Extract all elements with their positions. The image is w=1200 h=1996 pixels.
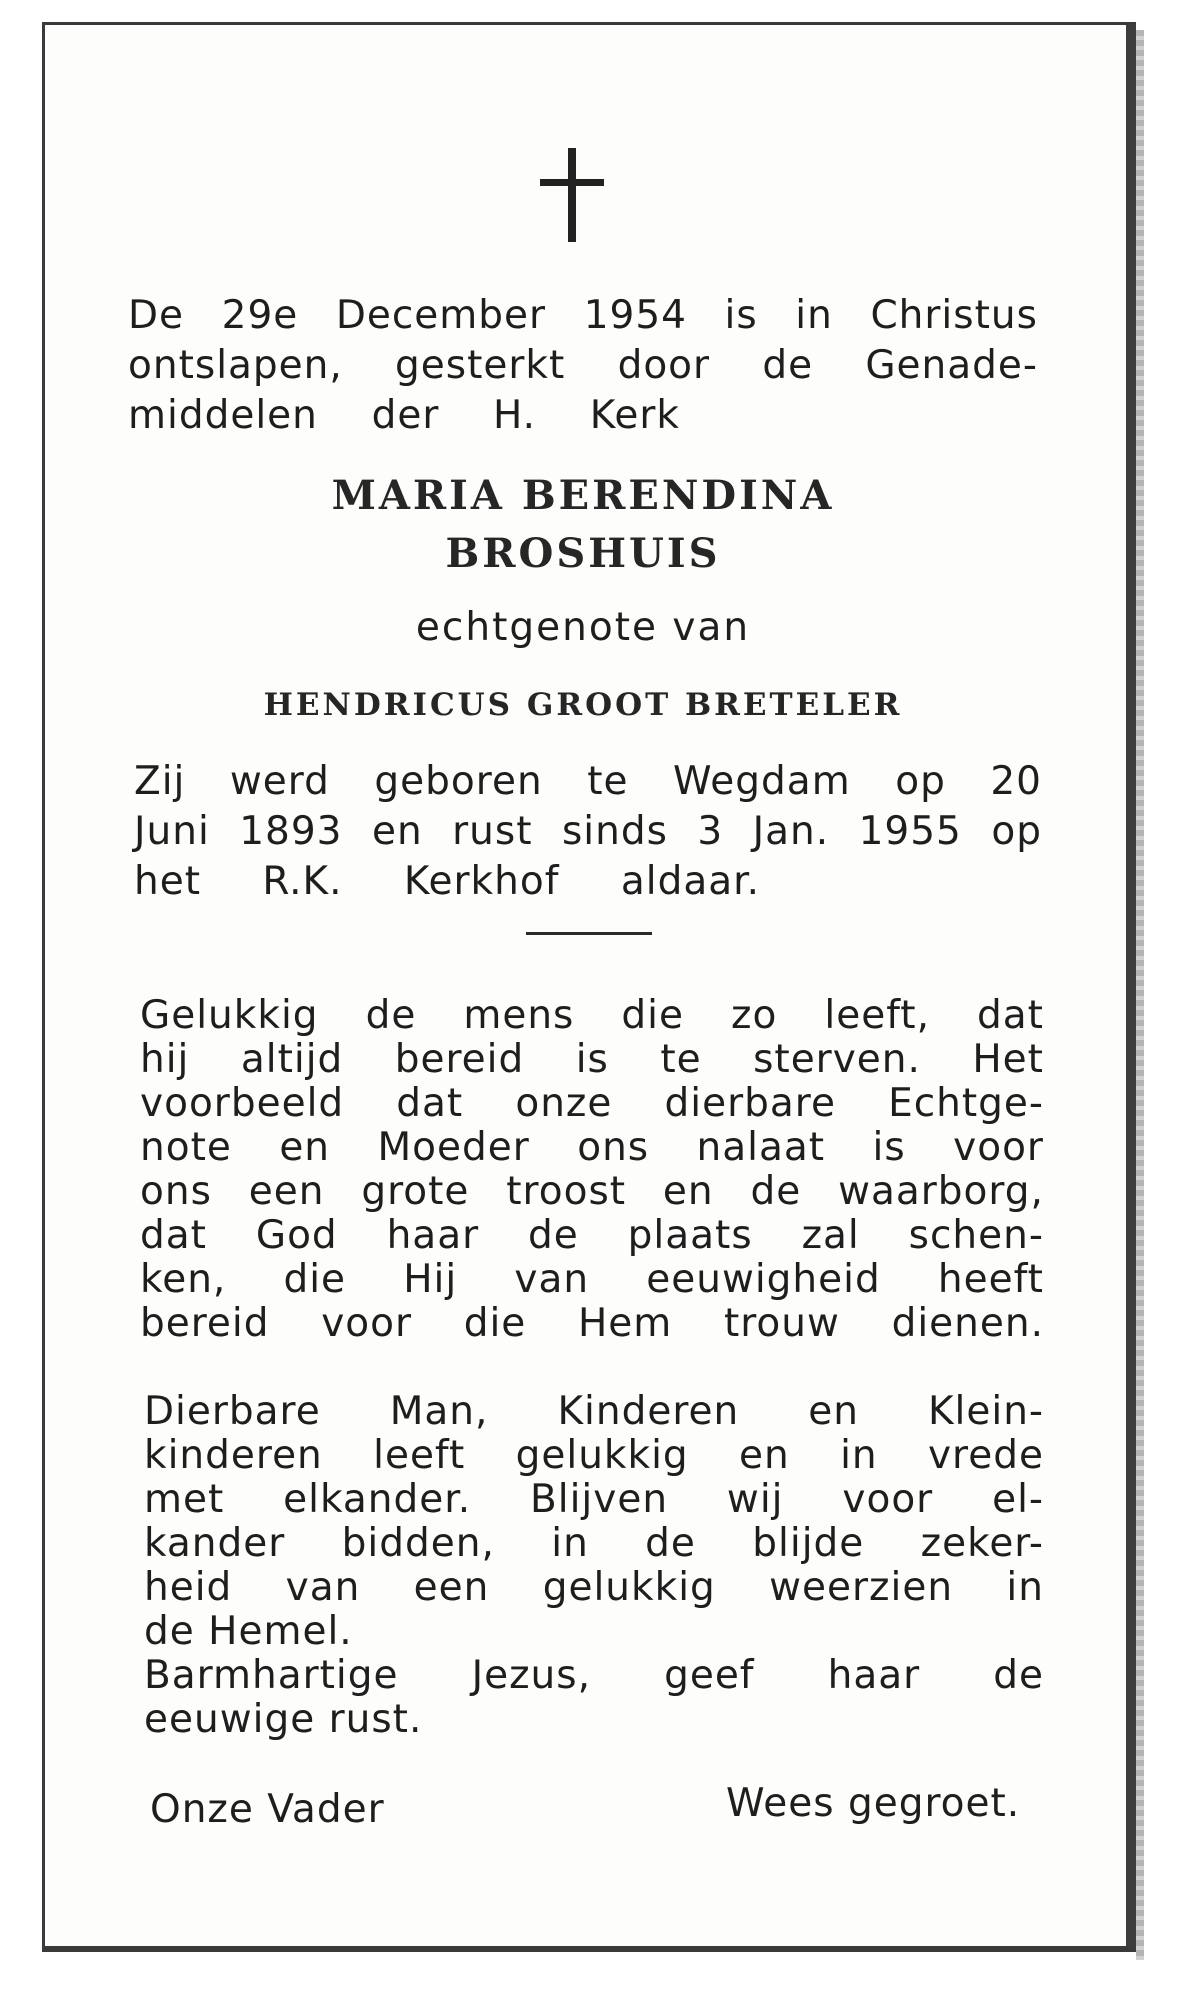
word: Hem <box>577 1301 673 1346</box>
word: heid <box>144 1565 233 1610</box>
word: elkander. <box>283 1477 472 1522</box>
word: troost <box>506 1169 627 1214</box>
word: Gelukkig <box>140 993 319 1038</box>
farewell-line <box>144 1521 1044 1566</box>
word: is <box>872 1125 906 1170</box>
word: dienen. <box>891 1301 1044 1346</box>
deceased-name-line2: BROSHUIS <box>445 530 721 577</box>
word: in <box>795 293 833 338</box>
word: Dierbare <box>144 1389 321 1434</box>
farewell-line <box>144 1477 1044 1522</box>
word: 1954 <box>583 293 687 338</box>
word: aldaar. <box>620 859 760 904</box>
word: Genade- <box>865 343 1038 388</box>
word: door <box>617 343 711 388</box>
word: 3 <box>697 809 724 854</box>
word: bidden, <box>341 1521 495 1566</box>
word: Jan. <box>752 809 830 854</box>
word: werd <box>229 759 330 804</box>
word: blijde <box>752 1521 865 1566</box>
word: zal <box>801 1213 860 1258</box>
word: R.K. <box>262 859 343 904</box>
word: de <box>365 993 417 1038</box>
word: Christus <box>870 293 1038 338</box>
word: Echtge- <box>888 1081 1044 1126</box>
word: met <box>144 1477 225 1522</box>
word: nalaat <box>696 1125 826 1170</box>
word: dierbare <box>664 1081 836 1126</box>
word: 29e <box>221 293 299 338</box>
word: note <box>140 1125 232 1170</box>
word: Blijven <box>529 1477 669 1522</box>
word: trouw <box>723 1301 840 1346</box>
word: Hij <box>403 1257 458 1302</box>
word: Wegdam <box>673 759 851 804</box>
meditation-line <box>140 1301 1044 1346</box>
word: voor <box>321 1301 413 1346</box>
word: sinds <box>561 809 668 854</box>
word: waarborg, <box>838 1169 1044 1214</box>
word: eeuwigheid <box>646 1257 881 1302</box>
word: Moeder <box>377 1125 530 1170</box>
farewell-line: de Hemel. <box>144 1609 353 1654</box>
card-shadow-edge <box>1136 30 1144 1960</box>
spouse-name: HENDRICUS GROOT BRETELER <box>263 687 903 723</box>
meditation-line <box>140 1081 1044 1126</box>
word: Zij <box>134 759 186 804</box>
word: in <box>840 1433 878 1478</box>
announcement-line <box>128 343 1038 388</box>
word: leeft, <box>824 993 930 1038</box>
word: Kinderen <box>557 1389 740 1434</box>
word: en <box>808 1389 859 1434</box>
word: de <box>645 1521 696 1566</box>
word: wij <box>726 1477 784 1522</box>
relation-text: echtgenote van <box>415 605 751 650</box>
word: in <box>551 1521 589 1566</box>
word: de <box>528 1213 579 1258</box>
word: der <box>371 393 440 438</box>
word: dat <box>977 993 1044 1038</box>
word: kander <box>144 1521 286 1566</box>
word: zeker- <box>920 1521 1044 1566</box>
word: mens <box>463 993 575 1038</box>
word: altijd <box>240 1037 344 1082</box>
word: op <box>991 809 1042 854</box>
word: Klein- <box>927 1389 1044 1434</box>
word: dat <box>140 1213 207 1258</box>
word: H. <box>493 393 537 438</box>
word: bereid <box>394 1037 525 1082</box>
word: rust <box>452 809 533 854</box>
word: bereid <box>140 1301 270 1346</box>
word: in <box>1006 1565 1044 1610</box>
word: schen- <box>908 1213 1044 1258</box>
word: middelen <box>128 393 318 438</box>
word: De <box>128 293 185 338</box>
announcement-line <box>128 393 680 438</box>
word: leeft <box>373 1433 466 1478</box>
word: op <box>895 759 946 804</box>
word: 1893 <box>239 809 343 854</box>
word: en <box>739 1433 790 1478</box>
farewell-line <box>144 1433 1044 1478</box>
word: van <box>285 1565 361 1610</box>
word: en <box>662 1169 714 1214</box>
word: ons <box>577 1125 650 1170</box>
word: Het <box>972 1037 1044 1082</box>
word: onze <box>515 1081 613 1126</box>
word: God <box>255 1213 338 1258</box>
word: te <box>587 759 629 804</box>
word: het <box>134 859 202 904</box>
word: zo <box>731 993 778 1038</box>
word: haar <box>827 1653 921 1698</box>
farewell-line: eeuwige rust. <box>144 1697 423 1742</box>
word: gelukkig <box>515 1433 689 1478</box>
word: sterven. <box>753 1037 921 1082</box>
word: Kerkhof <box>403 859 560 904</box>
word: plaats <box>627 1213 753 1258</box>
word: ons <box>140 1169 212 1214</box>
word: ontslapen, <box>128 343 343 388</box>
word: gelukkig <box>542 1565 716 1610</box>
word: vrede <box>927 1433 1044 1478</box>
word: die <box>283 1257 347 1302</box>
word: Man, <box>389 1389 489 1434</box>
word: December <box>335 293 547 338</box>
word: van <box>514 1257 590 1302</box>
word: die <box>463 1301 527 1346</box>
word: die <box>621 993 684 1038</box>
word: en <box>371 809 423 854</box>
word: geboren <box>374 759 543 804</box>
word: voor <box>953 1125 1044 1170</box>
word: Barmhartige <box>144 1653 399 1698</box>
word: een <box>413 1565 490 1610</box>
word: weerzien <box>769 1565 954 1610</box>
word: grote <box>361 1169 470 1214</box>
word: el- <box>992 1477 1044 1522</box>
word: voor <box>842 1477 934 1522</box>
prayer-wees-gegroet: Wees gegroet. <box>726 1781 1021 1826</box>
prayer-onze-vader: Onze Vader <box>150 1787 385 1832</box>
farewell-line <box>144 1653 1044 1698</box>
word: hij <box>140 1037 190 1082</box>
word: Jezus, <box>471 1653 591 1698</box>
word: Juni <box>134 809 210 854</box>
word: te <box>660 1037 702 1082</box>
word: is <box>724 293 758 338</box>
word: heeft <box>937 1257 1044 1302</box>
birth-line <box>134 859 760 904</box>
word: dat <box>396 1081 464 1126</box>
word: voorbeeld <box>140 1081 345 1126</box>
meditation-line <box>140 1169 1044 1214</box>
meditation-line <box>140 1213 1044 1258</box>
word: de <box>750 1169 802 1214</box>
meditation-line <box>140 1257 1044 1302</box>
deceased-name-line1: MARIA BERENDINA <box>331 472 835 519</box>
word: is <box>575 1037 609 1082</box>
word: kinderen <box>144 1433 323 1478</box>
word: geef <box>664 1653 755 1698</box>
word: 1955 <box>858 809 962 854</box>
cross-icon <box>540 148 604 242</box>
farewell-line <box>144 1389 1044 1434</box>
word: 20 <box>990 759 1042 804</box>
meditation-line <box>140 1037 1044 1082</box>
birth-line <box>134 759 1042 804</box>
announcement-line <box>128 293 1038 338</box>
word: Kerk <box>589 393 680 438</box>
meditation-line <box>140 1125 1044 1170</box>
word: de <box>762 343 814 388</box>
word: haar <box>386 1213 480 1258</box>
word: en <box>279 1125 331 1170</box>
farewell-line <box>144 1565 1044 1610</box>
birth-line <box>134 809 1042 854</box>
word: de <box>993 1653 1044 1698</box>
word: een <box>248 1169 325 1214</box>
meditation-line <box>140 993 1044 1038</box>
word: ken, <box>140 1257 227 1302</box>
section-divider <box>526 932 652 935</box>
word: gesterkt <box>395 343 566 388</box>
